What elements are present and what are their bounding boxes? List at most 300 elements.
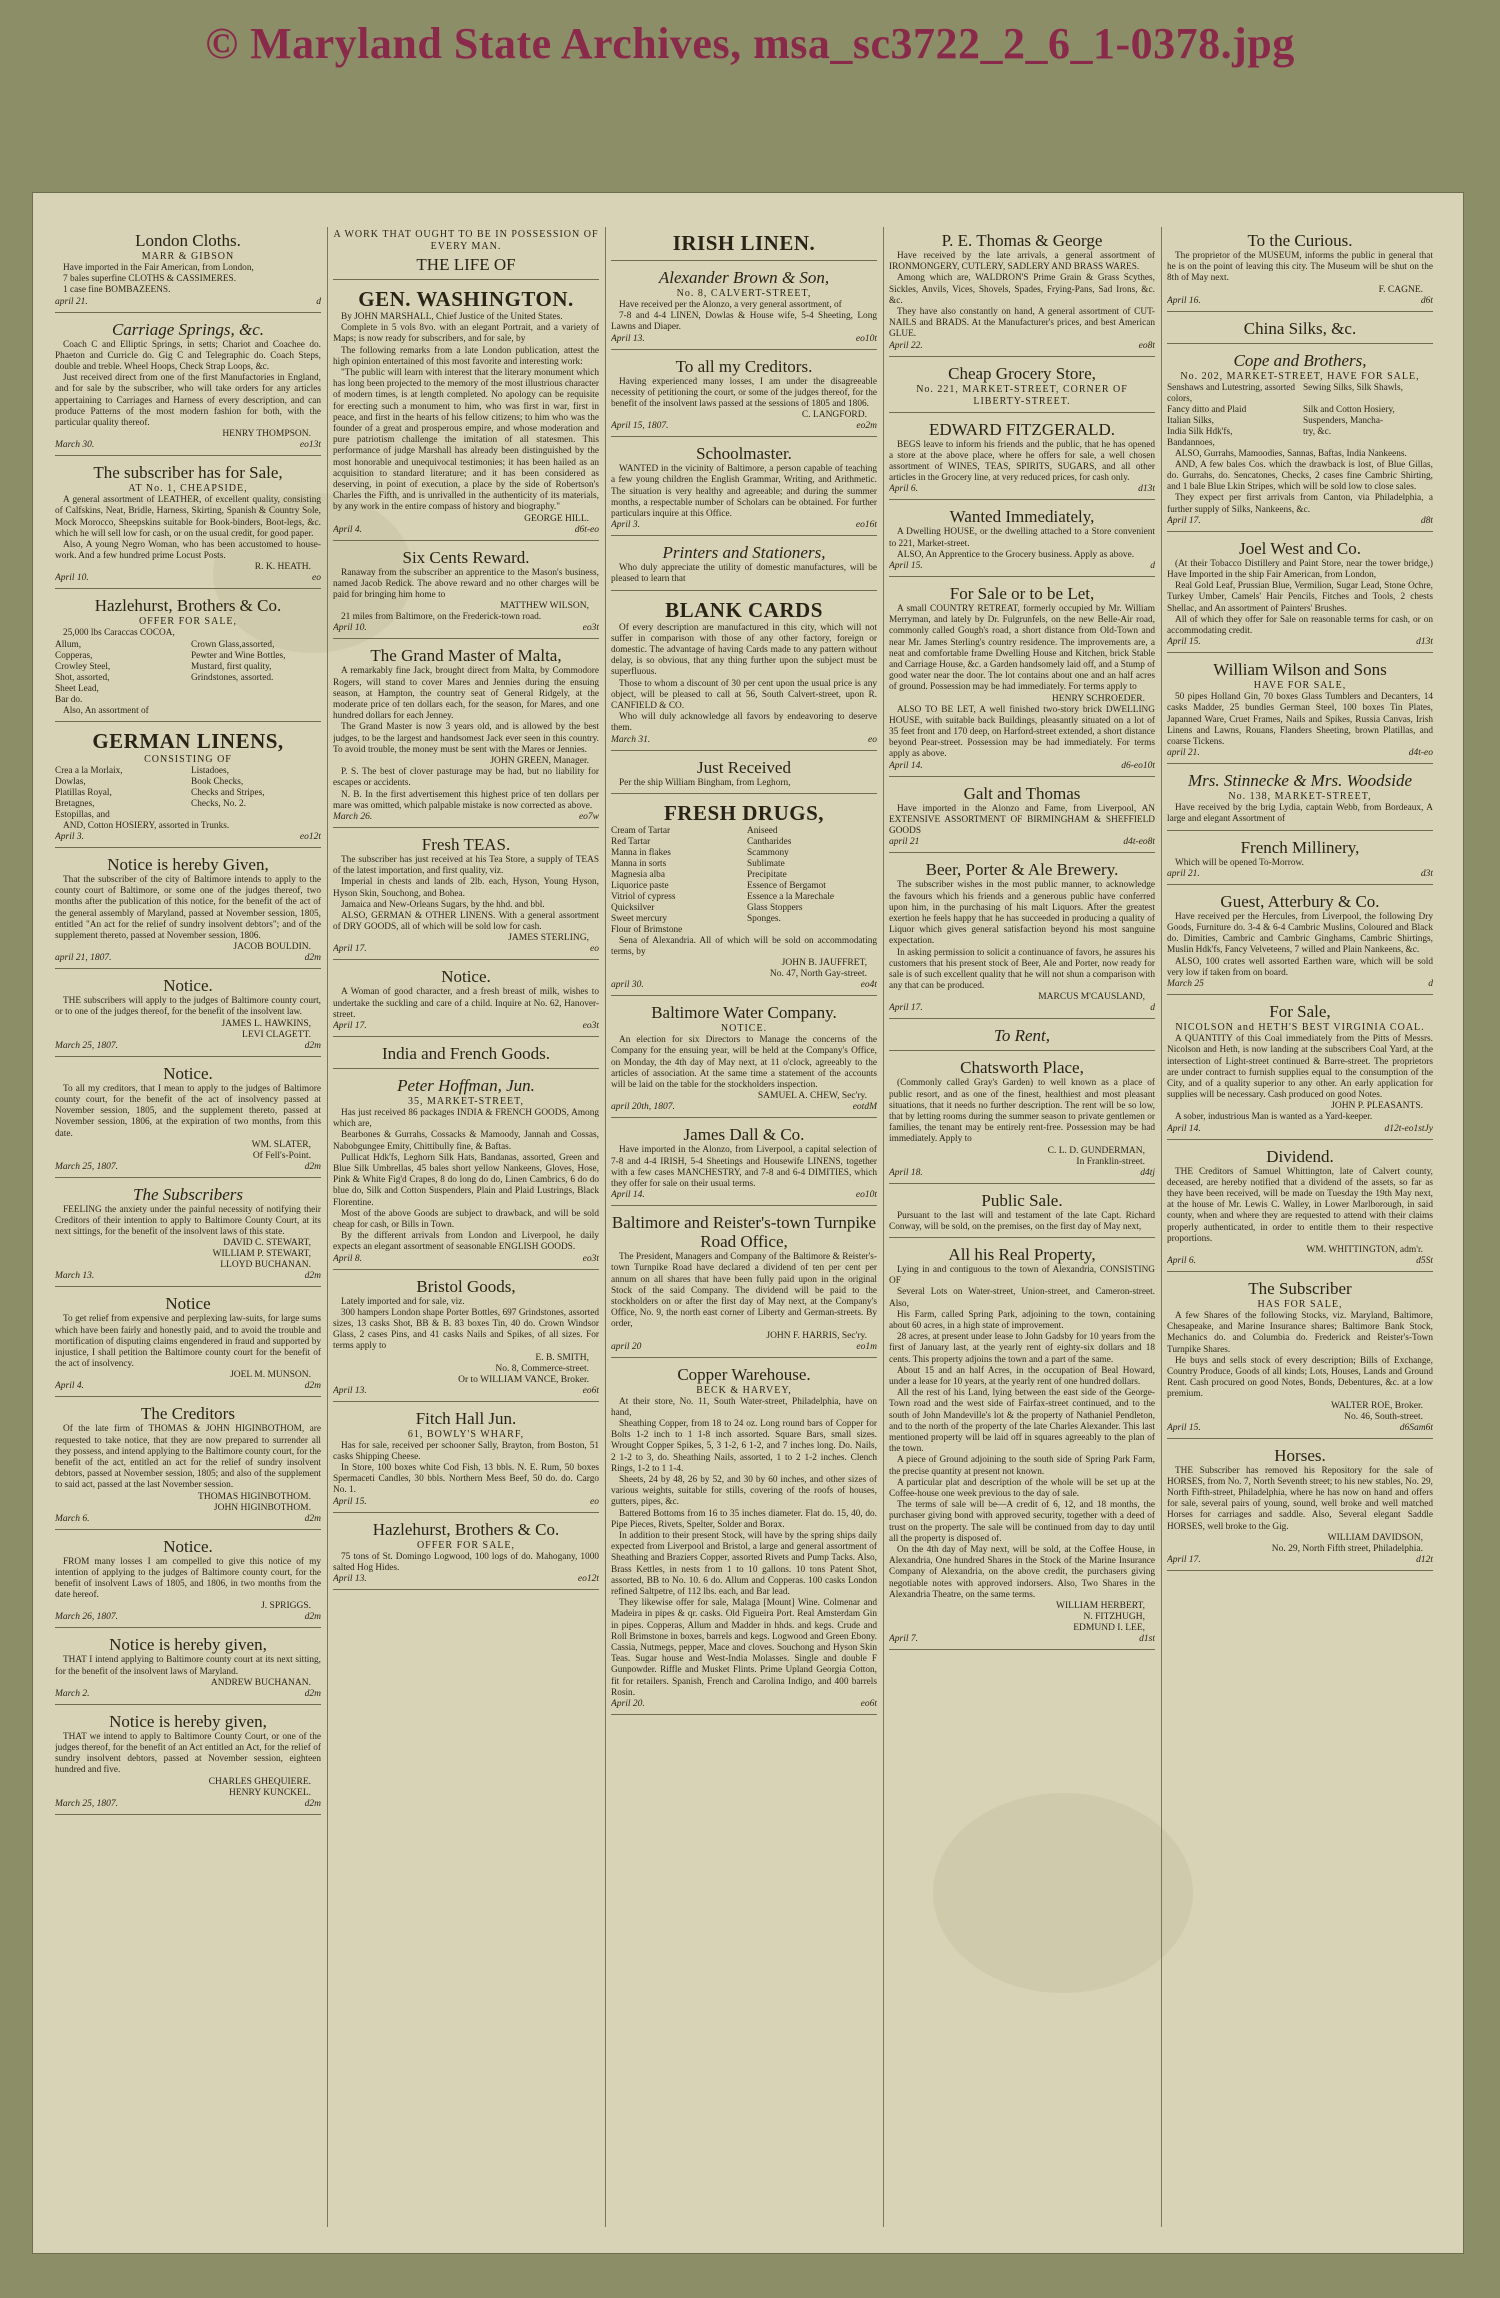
goods-list-item: Bar do. bbox=[55, 694, 83, 705]
insertion-code: eo7w bbox=[578, 811, 599, 822]
advertisement-paragraph: They expect per first arrivals from Canton, via Philadelphia, a further supply of Silks, Nankeens, &c. bbox=[1167, 493, 1433, 515]
advertisement-paragraph: Also, An assortment of bbox=[63, 705, 149, 716]
goods-list-item: Sheet Lead, bbox=[55, 683, 99, 694]
advertisement-body bbox=[333, 612, 599, 623]
goods-list-item: Platillas Royal, bbox=[55, 787, 112, 798]
advertisement-body bbox=[1167, 559, 1433, 637]
advertisement-signature: ANDREW BUCHANAN. bbox=[210, 1677, 311, 1688]
advertisement bbox=[611, 353, 877, 438]
advertisement bbox=[55, 1060, 321, 1178]
insertion-code: eo bbox=[868, 734, 877, 745]
advertisement-body bbox=[55, 996, 321, 1018]
advertisement-dateline bbox=[333, 1254, 599, 1265]
advertisement-paragraph: To all my creditors, that I mean to apply to the judges of Baltimore county court, for the benefit of the act of insolvency passed at November session, 1805, and the supplement thereto, passed at November session, 1806, at the expiration of two months, from this date. bbox=[55, 1083, 321, 1139]
advertisement-date: April 6. bbox=[1167, 1255, 1197, 1266]
goods-list-item bbox=[191, 810, 321, 821]
advertisement-heading: To all my Creditors. bbox=[675, 356, 813, 376]
advertisement-paragraph: Have imported in the Alonzo, from Liverpool, a capital selection of 7-8 and 4-4 IRISH, 5-4 Sheetings and Housewife LINENS, together with a few cases MANCHESTRY, and 7-8 and 6-4 DIMITIES, which they offer for sale on their usual terms. bbox=[611, 1145, 877, 1189]
goods-list-item: India Silk Hdk'fs, bbox=[1167, 426, 1233, 437]
advertisement-paragraph: Of the late firm of THOMAS & JOHN HIGINBOTHOM, are requested to take notice, that they are now prepared to surrender all they possess, and intend applying to the Baltimore county court, for the benefit of the act, entitled an act for the relief of sundry insolvent debtors, passed at November session, 1805; and also of the supplement to said act, passed at the last November session. bbox=[55, 1424, 321, 1491]
advertisement-date: april 30. bbox=[611, 980, 644, 991]
advertisement-signature: DAVID C. STEWART, bbox=[223, 1238, 311, 1249]
advertisement-heading: Notice is hereby given, bbox=[109, 1635, 267, 1655]
advertisement-body bbox=[55, 1732, 321, 1777]
advertisement-paragraph: Who will duly acknowledge all favors by endeavoring to deserve them. bbox=[611, 712, 877, 734]
advertisement-body bbox=[55, 263, 321, 297]
insertion-code: d5St bbox=[1416, 1255, 1433, 1266]
advertisement-heading: Fresh TEAS. bbox=[421, 834, 511, 854]
advertisement bbox=[889, 856, 1155, 1019]
advertisement-paragraph: That the subscriber of the city of Baltimore intends to apply to the county court of Baltimore, or some one of the judges thereof, two months after the publication of this notice, for the benefit of the act of the general assembly of Maryland, passed at November session, 1805, entitled "An act for the relief of sundry insolvent debtors"; and of the supplement thereto, passed at November session, 1806. bbox=[55, 875, 321, 942]
advertisement-date: April 10. bbox=[55, 573, 89, 584]
advertisement-heading: To Rent, bbox=[993, 1026, 1051, 1046]
goods-list-item: Essence of Bergamot bbox=[747, 880, 826, 891]
advertisement-paragraph: The following remarks from a late London publication, attest the high opinion entertained of this most favorite and interesting work: bbox=[333, 345, 599, 367]
advertisement-dateline bbox=[889, 1003, 1155, 1014]
advertisement-paragraph: ALSO, Gurrahs, Mamoodies, Sannas, Baftas, India Nankeens. bbox=[1175, 448, 1407, 459]
advertisement-paragraph: (At their Tobacco Distillery and Paint Store, near the tower bridge,) Have Imported in the ship Fair American, from London, bbox=[1167, 558, 1433, 581]
advertisement-paragraph: FROM many losses I am compelled to give this notice of my intention of applying to the judges of Baltimore county court, for the benefit of insolvent Laws of 1805, and 1806, in two months from the date hereof. bbox=[55, 1556, 321, 1601]
advertisement-heading: To the Curious. bbox=[1247, 231, 1353, 250]
advertisement bbox=[55, 459, 321, 589]
advertisement bbox=[1167, 888, 1433, 995]
advertisement-date: March 25, 1807. bbox=[55, 1161, 118, 1172]
advertisement-signature: JACOB BOULDIN. bbox=[233, 942, 311, 953]
advertisement-paragraph: By JOHN MARSHALL, Chief Justice of the United States. bbox=[341, 312, 563, 322]
advertisement-subheading: No. 138, MARKET-STREET, bbox=[1228, 791, 1372, 803]
insertion-code: eo6t bbox=[582, 1385, 599, 1396]
advertisement-dateline bbox=[1167, 1555, 1433, 1566]
advertisement-body bbox=[55, 1084, 321, 1140]
advertisement-subheading: NOTICE. bbox=[720, 1023, 768, 1035]
goods-list-item: Dowlas, bbox=[55, 776, 86, 787]
advertisement-heading: Notice bbox=[165, 1294, 211, 1314]
advertisement-body bbox=[333, 666, 599, 756]
advertisement-heading: The subscriber has for Sale, bbox=[93, 463, 283, 483]
advertisement-heading: Schoolmaster. bbox=[696, 444, 792, 464]
advertisement-subheading: No. 8, CALVERT-STREET, bbox=[676, 288, 812, 299]
advertisement-date: April 15. bbox=[1167, 637, 1201, 648]
advertisement-body bbox=[55, 875, 321, 942]
advertisement-heading: Galt and Thomas bbox=[963, 783, 1081, 803]
advertisement-date: April 13. bbox=[611, 333, 645, 344]
advertisement-paragraph: Have received per the Alonzo, a very general assortment, of bbox=[619, 300, 842, 310]
goods-list bbox=[55, 766, 321, 821]
advertisement-paragraph: BEGS leave to inform his friends and the public, that he has opened a store at the above place, where he offers for sale, a well chosen assortment of WINES, TEAS, SPIRITS, SUGARS, and all other articles in the Grocery line, at very reduced prices, for cash only. bbox=[889, 439, 1155, 484]
advertisement-paragraph: Sheathing Copper, from 18 to 24 oz. Long round bars of Copper for Bolts 1-2 inch to 1 1-8 inch assorted. Square Bars, small sizes. Wrought Copper Spikes, 5, 3 1-2, 6 1-2, and 7 inches long. Do. Nails, 2 1-2 to 3, do. Sheathing Nails, assorted, 1 to 2 1-2 inches. Clench Rings, 1-2 to 1 1-4. bbox=[611, 1418, 877, 1474]
advertisement-body bbox=[611, 1145, 877, 1190]
advertisement-paragraph: Pursuant to the last will and testament of the late Capt. Richard Conway, will be sold, on the premises, on the first day of May next, bbox=[889, 1210, 1155, 1232]
advertisement-heading: Just Received bbox=[697, 757, 791, 777]
advertisement-paragraph: To get relief from expensive and perplexing law-suits, for large sums which have been fairly and honestly paid, and to avoid the trouble and mortification of disputing claims engendered in fraud and supported by injustice, I shall petition the Baltimore county court for the benefit of the act of insolvency. bbox=[55, 1314, 321, 1370]
goods-list-item: Book Checks, bbox=[191, 776, 244, 787]
advertisement-subheading: CONSISTING OF bbox=[144, 753, 232, 765]
advertisement-body bbox=[889, 705, 1155, 761]
advertisement-date: April 17. bbox=[889, 1003, 923, 1014]
column-1 bbox=[55, 227, 321, 2227]
advertisement-dateline bbox=[1167, 516, 1433, 527]
advertisement-dateline bbox=[333, 623, 599, 634]
column-rule bbox=[327, 227, 328, 2227]
advertisement-paragraph: Ranaway from the subscriber an apprentice to the Mason's business, named Jacob Redick. The above reward and no other charges will be paid for bringing him home to bbox=[333, 567, 599, 601]
advertisement-dateline bbox=[55, 1514, 321, 1525]
column-rule bbox=[1161, 227, 1162, 2227]
goods-list-item: Grindstones, assorted. bbox=[191, 672, 274, 683]
advertisement-date: april 21. bbox=[1167, 868, 1200, 879]
advertisement-paragraph: The subscriber has just received at his Tea Store, a supply of TEAS of the latest importation, and first quality, viz. bbox=[333, 854, 599, 877]
advertisement-subheading: No. 221, MARKET-STREET, CORNER OF LIBERTY-STREET. bbox=[916, 383, 1128, 407]
advertisement-paragraph: THE subscribers will apply to the judges of Baltimore county court, or to one of the judges thereof, for the benefit of the insolvent law. bbox=[55, 996, 321, 1018]
insertion-code: d6-eo10t bbox=[1121, 760, 1155, 771]
advertisement bbox=[333, 963, 599, 1037]
insertion-code: eo12t bbox=[299, 832, 321, 843]
advertisement-dateline bbox=[333, 525, 599, 536]
advertisement-subheading: OFFER FOR SALE, bbox=[138, 616, 238, 628]
advertisement-signature: MATTHEW WILSON, bbox=[500, 601, 589, 612]
advertisement bbox=[55, 1708, 321, 1815]
advertisement-date: April 22. bbox=[889, 340, 923, 351]
archive-banner bbox=[0, 0, 1500, 96]
advertisement-paragraph: 28 acres, at present under lease to John Gadsby for 10 years from the first of January last, at the yearly rent of eighty-six dollars and 18 cents. This property adjoins the town and a part of the same. bbox=[889, 1332, 1155, 1365]
insertion-code: eo bbox=[590, 944, 599, 955]
advertisement-heading: Notice is hereby given, bbox=[109, 1711, 267, 1731]
insertion-code: eotdM bbox=[852, 1102, 877, 1113]
advertisement-date: March 25 bbox=[1167, 979, 1204, 990]
goods-list-item: Flour of Brimstone bbox=[611, 924, 683, 935]
newspaper-page bbox=[33, 193, 1463, 2253]
advertisement-paragraph: The terms of sale will be—A credit of 6, 12, and 18 months, the purchaser giving bond with approved security, together with a deed of trust on the property. The sale will be continued from day to day until all the property is disposed of. bbox=[889, 1500, 1155, 1544]
advertisement-dateline bbox=[1167, 1124, 1433, 1135]
advertisement-heading: Dividend. bbox=[1266, 1146, 1334, 1166]
insertion-code: eo1m bbox=[856, 1341, 877, 1352]
advertisement bbox=[611, 1209, 877, 1357]
advertisement-dateline bbox=[611, 980, 877, 991]
advertisement-signature: SAMUEL A. CHEW, Sec'ry. bbox=[757, 1091, 867, 1102]
advertisement-subheading: No. 202, MARKET-STREET, HAVE FOR SALE, bbox=[1180, 370, 1420, 382]
advertisement-paragraph: AND, Cotton HOSIERY, assorted in Trunks. bbox=[63, 820, 230, 831]
goods-list-item: Magnesia alba bbox=[611, 869, 665, 880]
advertisement-paragraph: Just received direct from one of the first Manufactories in England, and for sale by the subscriber, who will take orders for any articles appertaining to Carriages and Harness of every description, and can produce Patterns of the most modern fashion for both, with the particular quality thereof. bbox=[55, 373, 321, 429]
column-3 bbox=[611, 227, 877, 2227]
advertisement-signature: HENRY SCHROEDER. bbox=[1051, 693, 1145, 704]
advertisement-paragraph: ALSO, An Apprentice to the Grocery business. Apply as above. bbox=[897, 549, 1135, 560]
insertion-code: d2m bbox=[304, 1161, 321, 1172]
advertisement-date: april 21. bbox=[1167, 748, 1200, 759]
advertisement-date: april 21, 1807. bbox=[55, 953, 112, 964]
advertisement-date: April 17. bbox=[333, 944, 367, 955]
advertisement-date: April 8. bbox=[333, 1253, 363, 1264]
advertisement-heading: The Grand Master of Malta, bbox=[370, 646, 562, 666]
advertisement-paragraph: Who duly appreciate the utility of domestic manufactures, will be pleased to learn that bbox=[611, 563, 877, 585]
advertisement-paragraph: 300 hampers London shape Porter Bottles, 697 Grindstones, assorted sizes, 13 casks Shot, BB & B. 83 boxes Tin, 40 do. Crown Windsor Glass, 2 cases Pins, and 41 casks Nails and Spikes, of all sizes. For terms apply to bbox=[333, 1307, 599, 1352]
advertisement-date: April 4. bbox=[55, 1381, 85, 1392]
advertisement-subheading: BECK & HARVEY, bbox=[696, 1384, 792, 1396]
advertisement-date: April 18. bbox=[889, 1167, 923, 1178]
advertisement-dateline bbox=[611, 421, 877, 432]
advertisement-date: April 15. bbox=[333, 1496, 367, 1507]
advertisement bbox=[889, 416, 1155, 501]
advertisement-paragraph: A Woman of good character, and a fresh breast of milk, wishes to undertake the suckling and care of a child. Inquire at No. 62, Hanover-street. bbox=[333, 987, 599, 1020]
advertisement-body bbox=[1167, 803, 1433, 825]
advertisement bbox=[1167, 1275, 1433, 1439]
advertisement-body bbox=[1167, 1167, 1433, 1245]
advertisement-body bbox=[55, 628, 321, 639]
goods-list-item: Cantharides bbox=[747, 836, 792, 847]
advertisement-paragraph: In asking permission to solicit a continuance of favors, he assures his customers that his present stock of Beer, Ale and Porter, now ready for sale is of such excellent quality that he will not shun a comparison with any that can be produced. bbox=[889, 947, 1155, 992]
column-rule bbox=[883, 227, 884, 2227]
advertisement-signature: JOHN P. PLEASANTS. bbox=[1331, 1101, 1423, 1112]
advertisement-body bbox=[611, 377, 877, 411]
advertisement-body bbox=[611, 563, 877, 585]
insertion-code: d8t bbox=[1420, 515, 1433, 526]
advertisement-dateline bbox=[889, 1168, 1155, 1179]
advertisement-paragraph: Lately imported and for sale, viz. bbox=[341, 1296, 465, 1307]
advertisement-heading: EDWARD FITZGERALD. bbox=[928, 419, 1116, 439]
column-5 bbox=[1167, 227, 1433, 2227]
advertisement-signature: C. LANGFORD. bbox=[801, 410, 867, 421]
advertisement-signature: F. CAGNE. bbox=[1378, 284, 1423, 295]
advertisement-body bbox=[611, 464, 877, 520]
advertisement-body bbox=[1167, 1034, 1433, 1101]
advertisement-dateline bbox=[55, 1162, 321, 1173]
goods-list-item: Sweet mercury bbox=[611, 913, 668, 924]
advertisement-signature: WILLIAM DAVIDSON, bbox=[1327, 1532, 1423, 1543]
advertisement-paragraph: 21 miles from Baltimore, on the Frederick-town road. bbox=[341, 612, 542, 623]
advertisement bbox=[1167, 1143, 1433, 1272]
advertisement bbox=[611, 797, 877, 996]
advertisement bbox=[889, 1022, 1155, 1051]
advertisement-paragraph: All of which they offer for Sale on reasonable terms for cash, or on accommodating credit. bbox=[1167, 614, 1433, 637]
insertion-code: d bbox=[316, 296, 321, 307]
advertisement-signature: No. 47, North Gay-street. bbox=[769, 969, 867, 980]
advertisement-heading: IRISH LINEN. bbox=[672, 231, 816, 255]
goods-list-item: Crea a la Morlaix, bbox=[55, 765, 123, 776]
advertisement-paragraph: Has just received 86 packages INDIA & FRENCH GOODS, Among which are, bbox=[333, 1107, 599, 1130]
advertisement bbox=[611, 999, 877, 1118]
goods-list-item: Cream of Tartar bbox=[611, 825, 671, 836]
advertisement-heading: Notice. bbox=[163, 1536, 213, 1556]
advertisement-paragraph: 75 tons of St. Domingo Logwood, 100 logs of do. Mahogany, 1000 salted Hog Hides. bbox=[333, 1551, 599, 1573]
advertisement bbox=[333, 1405, 599, 1513]
advertisement-date: April 6. bbox=[889, 484, 919, 495]
advertisement-body bbox=[333, 1108, 599, 1254]
advertisement-paragraph: About 15 and an half Acres, in the occupation of Beal Howard, under a lease for 10 years, at the yearly rent of one hundred dollars. bbox=[889, 1365, 1155, 1387]
advertisement-heading: Notice. bbox=[163, 976, 213, 996]
goods-list-item: Aniseed bbox=[747, 825, 778, 836]
goods-list-item bbox=[1303, 438, 1433, 449]
goods-list-item: Sewing Silks, Silk Shawls, bbox=[1303, 382, 1403, 393]
advertisement-dateline bbox=[55, 953, 321, 964]
advertisement bbox=[55, 1181, 321, 1288]
advertisement-body bbox=[889, 527, 1155, 561]
advertisement bbox=[333, 831, 599, 960]
advertisement-date: March 31. bbox=[611, 734, 651, 745]
goods-list-item: Bretagnes, bbox=[55, 798, 95, 809]
insertion-code: d2m bbox=[304, 1612, 321, 1623]
advertisement-dateline bbox=[1167, 869, 1433, 880]
advertisement-body bbox=[333, 767, 599, 812]
advertisement-body bbox=[55, 1314, 321, 1370]
column-rule bbox=[605, 227, 606, 2227]
advertisement-dateline bbox=[1167, 1423, 1433, 1434]
advertisement-body bbox=[55, 1205, 321, 1239]
advertisement-heading: Guest, Atterbury & Co. bbox=[1220, 891, 1380, 911]
advertisement-paragraph: Have received per the Hercules, from Liverpool, the following Dry Goods, Furniture do. 3-4 & 6-4 Cambric Muslins, Coloured and Black do. Dimities, Cambric and Cambric Ginghams, Cambric Shirtings, Muslin Hdk'fs, Fancy Velveteens, 7 willed and Plain Nankeens, &c. bbox=[1167, 911, 1433, 956]
advertisement-paragraph: THE Creditors of Samuel Whittington, late of Calvert county, deceased, are hereby notified that a dividend of the assets, so far as they have been received, will be made on Tuesday the 19th May next, at the house of Mr. Lewis C. Walley, in Lower Marlborough, in said county, when and where they are requested to attend with their claims properly authenticated, in order to entitle them to their respective proportions. bbox=[1167, 1166, 1433, 1244]
goods-list-item: Mustard, first quality, bbox=[191, 661, 272, 672]
advertisement-body bbox=[1167, 1112, 1433, 1123]
advertisement-date: April 3. bbox=[611, 520, 641, 531]
advertisement-paragraph: Which will be opened To-Morrow. bbox=[1175, 857, 1304, 868]
advertisement-body bbox=[889, 251, 1155, 341]
advertisement-dateline bbox=[55, 1612, 321, 1623]
goods-list-item: Suspenders, Mancha- bbox=[1303, 415, 1384, 426]
insertion-code: d2m bbox=[304, 1271, 321, 1282]
advertisement-paragraph: Those to whom a discount of 30 per cent upon the usual price is any object, will be pleased to call at 56, South Calvert-street, upon R. CANFIELD & CO. bbox=[611, 678, 877, 712]
advertisement-paragraph: Several Lots on Water-street, Union-street, and Cameron-street. Also, bbox=[889, 1287, 1155, 1309]
advertisement-heading: Alexander Brown & Son, bbox=[658, 268, 830, 287]
advertisement-date: April 10. bbox=[333, 623, 367, 634]
advertisement-dateline bbox=[611, 334, 877, 345]
advertisement-body bbox=[333, 312, 599, 514]
advertisement-paragraph: Bearbones & Gurrahs, Cossacks & Mamoody, Jannah and Cossas, Nabobgungee Emity, Chittibully fine, & Baftas. bbox=[333, 1130, 599, 1152]
newspaper-columns bbox=[55, 227, 1441, 2227]
advertisement-heading: Printers and Stationers, bbox=[662, 543, 826, 563]
advertisement-body bbox=[333, 855, 599, 933]
insertion-code: d12t-eo1stJy bbox=[1384, 1123, 1433, 1134]
advertisement-date: April 13. bbox=[333, 1385, 367, 1396]
advertisement-heading: Bristol Goods, bbox=[416, 1276, 516, 1296]
advertisement-date: april 21. bbox=[55, 296, 88, 307]
advertisement-body bbox=[55, 495, 321, 562]
advertisement-signature: MARCUS M'CAUSLAND, bbox=[1038, 992, 1145, 1003]
advertisement-signature: No. 46, South-street. bbox=[1344, 1411, 1423, 1422]
advertisement-signature: WILLIAM HERBERT, bbox=[1056, 1601, 1145, 1612]
advertisement-signature: HENRY KUNCKEL. bbox=[229, 1787, 311, 1798]
advertisement-dateline bbox=[611, 1699, 877, 1710]
advertisement-dateline bbox=[55, 1799, 321, 1810]
advertisement-date: april 20th, 1807. bbox=[611, 1102, 675, 1113]
advertisement-heading: Joel West and Co. bbox=[1238, 538, 1362, 558]
advertisement-body bbox=[55, 340, 321, 430]
advertisement-paragraph: A few Shares of the following Stocks, viz. Maryland, Baltimore, Chesapeake, and Marine Insurance shares; Baltimore Bank Stock, Mechanics do. and Columbia do. Frederick and Reister's-Town Turnpike Shares. bbox=[1167, 1310, 1433, 1355]
advertisement-paragraph: Jamaica and New-Orleans Sugars, by the hhd. and bbl. bbox=[341, 899, 545, 910]
advertisement-signature: JOHN HIGINBOTHOM. bbox=[213, 1502, 311, 1513]
advertisement-signature: N. FITZHUGH, bbox=[1083, 1612, 1145, 1623]
goods-list-item: Sublimate bbox=[747, 858, 785, 869]
advertisement-body bbox=[1167, 858, 1433, 869]
insertion-code: eo bbox=[312, 573, 321, 584]
advertisement bbox=[611, 1361, 877, 1715]
advertisement-heading: Peter Hoffman, Jun. bbox=[397, 1075, 535, 1095]
advertisement-heading: GEN. WASHINGTON. bbox=[358, 287, 574, 311]
insertion-code: eo3t bbox=[582, 1020, 599, 1031]
advertisement-date: April 3. bbox=[55, 832, 85, 843]
advertisement bbox=[55, 1400, 321, 1529]
advertisement-body bbox=[611, 1252, 877, 1330]
advertisement bbox=[1167, 1442, 1433, 1571]
goods-list bbox=[55, 640, 321, 706]
goods-list-item: Essence a la Marechale bbox=[747, 891, 834, 902]
insertion-code: d4t-eo8t bbox=[1123, 837, 1155, 848]
advertisement-dateline bbox=[333, 812, 599, 823]
advertisement-dateline bbox=[611, 735, 877, 746]
advertisement-paragraph: AND, A few bales Cos. which the drawback is lost, of Blue Gillas, do. Gurrahs, do. Sencatones, Checks, 2 cases fine Cambric Shirting, and 1 bale Blue Lkin Stripes, which will be sold low to close sales. bbox=[1167, 459, 1433, 493]
advertisement bbox=[889, 503, 1155, 577]
advertisement-paragraph: Have imported in the Alonzo and Fame, from Liverpool, AN EXTENSIVE ASSORTMENT OF BIRMINGHAM & SHEFFIELD GOODS bbox=[889, 803, 1155, 837]
advertisement-paragraph: (Commonly called Gray's Garden) to well known as a place of public resort, and as one of the finest, healthiest and most pleasant situations, that it needs no further description. The rent will be so low, that by letting rooms during the summer season to private gentlemen or families, the tenant may be entirely rent-free. Possession may be had immediately. Apply to bbox=[889, 1078, 1155, 1145]
advertisement-paragraph: Imperial in chests and lands of 2lb. each, Hyson, Young Hyson, Hyson Skin, Souchong, and Bohea. bbox=[333, 877, 599, 899]
advertisement-date: April 15, 1807. bbox=[611, 421, 669, 432]
advertisement bbox=[611, 754, 877, 794]
advertisement-heading: Notice. bbox=[441, 967, 491, 987]
advertisement-body bbox=[889, 1078, 1155, 1145]
advertisement-paragraph: ALSO, 100 crates well assorted Earthen ware, which will be sold very low if taken from on board. bbox=[1167, 956, 1433, 978]
advertisement-signature: JOHN F. HARRIS, Sec'ry. bbox=[766, 1330, 867, 1341]
advertisement-heading: THE LIFE OF bbox=[416, 255, 516, 274]
advertisement-paragraph: All the rest of his Land, lying between the east side of the George-Town road and the west side of Fairfax-street continued, and to the south of John Mandeville's lot & the property of Nathaniel Pendleton, and to the north of the property of the late Charles Alexander. This last mentioned property will be laid off in squares agreeably to the plan of the town. bbox=[889, 1388, 1155, 1455]
goods-list bbox=[1167, 383, 1433, 449]
advertisement-date: April 17. bbox=[333, 1020, 367, 1031]
advertisement bbox=[333, 642, 599, 827]
advertisement-paragraph: A remarkably fine Jack, brought direct from Malta, by Commodore Rogers, will stand to cover Mares and Jennies during the ensuing season, at Hampton, the country seat of General Ridgely, at the moderate price of ten dollars each, for the season, for Mares, and one hundred dollars for each Jenney. bbox=[333, 666, 599, 722]
advertisement-body bbox=[889, 804, 1155, 838]
advertisement bbox=[889, 360, 1155, 413]
goods-list-item: try, &c. bbox=[1303, 426, 1332, 437]
advertisement bbox=[1167, 767, 1433, 830]
banner-text: © Maryland State Archives, msa_sc3722_2_6_1-0378.jpg bbox=[205, 19, 1295, 68]
advertisement-paragraph: Lying in and contiguous to the town of Alexandria, CONSISTING OF bbox=[889, 1264, 1155, 1287]
advertisement-signature: Or to WILLIAM VANCE, Broker. bbox=[458, 1374, 589, 1385]
insertion-code: eo12t bbox=[577, 1574, 599, 1585]
advertisement-date: april 20 bbox=[611, 1341, 642, 1352]
insertion-code: eo8t bbox=[1138, 340, 1155, 351]
goods-list-item: Estopillas, and bbox=[55, 809, 110, 820]
advertisement-body bbox=[333, 1552, 599, 1574]
advertisement-body bbox=[55, 1655, 321, 1677]
advertisement-paragraph: The subscriber wishes in the most public manner, to acknowledge the favours which his friends and a generous public have conferred upon him, in the purchasing of his malt Liquors. After the greatest exertion he feels happy that he has succeeded in producing a quality of Liquor which gives general satisfaction beyond his most sanguine expectation. bbox=[889, 880, 1155, 947]
advertisement bbox=[333, 227, 599, 280]
advertisement-paragraph: THAT we intend to apply to Baltimore County Court, or one of the judges thereof, for the benefit of an Act entitled an Act, for the relief of sundry insolvent debtors, passed at November session, eighteen hundred and five. bbox=[55, 1731, 321, 1776]
advertisement-signature: HENRY THOMPSON. bbox=[222, 429, 311, 440]
advertisement-paragraph: Real Gold Leaf, Prussian Blue, Vermilion, Sugar Lead, Stone Ochre, Turkey Umber, Camels' Hair Pencils, Fitches and Tools, 2 chests Shellac, and An assortment of Painters' Brushes. bbox=[1167, 581, 1433, 614]
advertisement-signature: EDMUND I. LEE, bbox=[1073, 1623, 1145, 1634]
advertisement-paragraph: Have received by the late arrivals, a general assortment of IRONMONGERY, CUTLERY, SADLERY AND BRASS WARES. bbox=[889, 251, 1155, 273]
advertisement-paragraph: N. B. In the first advertisement this highest price of ten dollars per mare was omitted, which palpable mistake is now corrected as above. bbox=[333, 789, 599, 811]
advertisement-body bbox=[333, 1441, 599, 1497]
advertisement-signature: WILLIAM P. STEWART, bbox=[212, 1249, 311, 1260]
advertisement-subheading: MARR & GIBSON bbox=[141, 251, 235, 262]
advertisement-paragraph: Of every description are manufactured in this city, which will not suffer in comparison with those of any other factory, foreign or domestic. The advantage of having Cards made to any pattern without delay, is so obvious, that any thing further upon the subject must be superfluous. bbox=[611, 622, 877, 678]
advertisement-paragraph: Most of the above Goods are subject to drawback, and will be sold cheap for cash, or Bills in Town. bbox=[333, 1208, 599, 1230]
advertisement-dateline bbox=[889, 341, 1155, 352]
advertisement-heading: William Wilson and Sons bbox=[1213, 660, 1387, 680]
advertisement-subheading: AT No. 1, CHEAPSIDE, bbox=[128, 483, 248, 495]
advertisement-body bbox=[611, 623, 877, 735]
advertisement-paragraph: His Farm, called Spring Park, adjoining to the town, containing about 60 acres, in a high state of improvement. bbox=[889, 1309, 1155, 1331]
advertisement-heading: Hazlehurst, Brothers & Co. bbox=[94, 596, 282, 616]
goods-list bbox=[611, 826, 877, 936]
advertisement-paragraph: A particular plat and description of the whole will be set up at the Coffee-house one week previous to the day of sale. bbox=[889, 1477, 1155, 1500]
advertisement-heading: Fitch Hall Jun. bbox=[415, 1408, 517, 1428]
advertisement-paragraph: A piece of Ground adjoining to the south side of Spring Park Farm, the precise quantity at present not known. bbox=[889, 1455, 1155, 1477]
advertisement-dateline bbox=[1167, 979, 1433, 990]
advertisement-dateline bbox=[55, 297, 321, 308]
advertisement-preface: A WORK THAT OUGHT TO BE IN POSSESSION OF EVERY MAN. bbox=[333, 229, 599, 252]
advertisement-signature: WM. WHITTINGTON, adm'r. bbox=[1306, 1244, 1423, 1255]
advertisement-paragraph: Have received by the brig Lydia, captain Webb, from Bordeaux, A large and elegant Assortment of bbox=[1167, 803, 1433, 825]
advertisement-paragraph: The Grand Master is now 3 years old, and is allowed by the best judges, to be the largest and handsomest Jack ever seen in this country. To avoid trouble, the money must be sent with the Mares or Jennies. bbox=[333, 722, 599, 755]
